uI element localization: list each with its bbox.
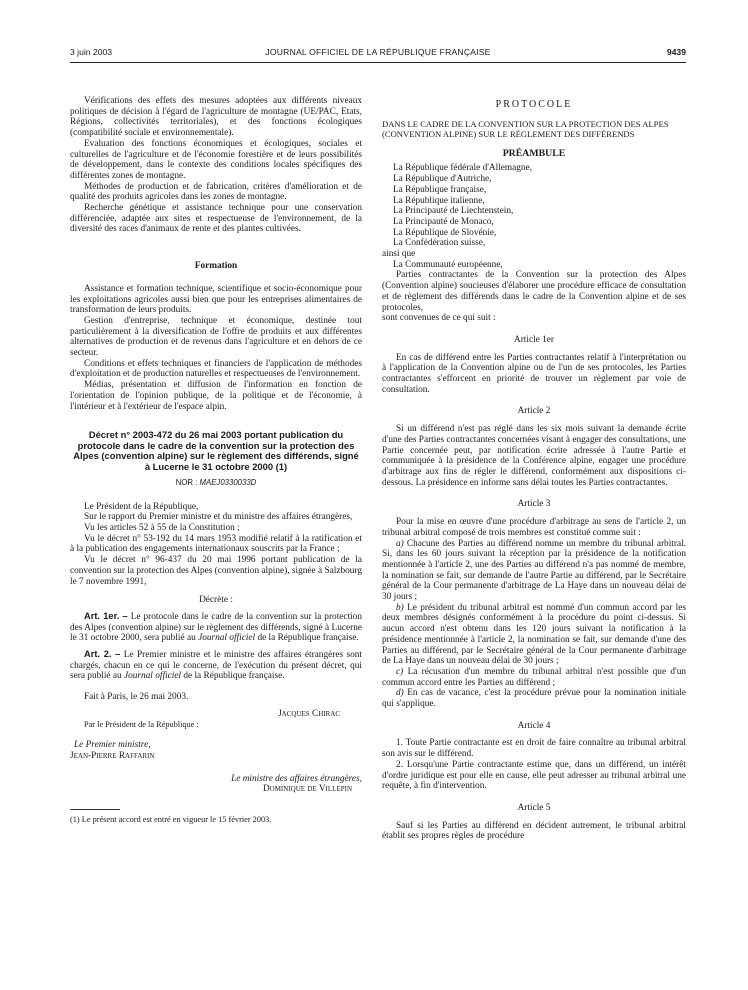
article-1 bbox=[70, 611, 362, 644]
footnote: (1) Le présent accord est entré en vigueur le 15 février 2003. bbox=[70, 815, 272, 825]
paragraph: Méthodes de production et de fabrication, critères d'amélioration et de qualité des produits agricoles dans les zones de montagne. bbox=[70, 181, 362, 203]
list-item: La République française, bbox=[393, 184, 487, 195]
article-2-text: Le Premier ministre et le ministre des affaires étrangères sont chargés, chacun en ce qui le concerne, de l'exécution du présent décret, qui sera publié au bbox=[70, 650, 362, 682]
article-2-end: de la République française. bbox=[183, 671, 285, 682]
paragraph: Conditions et effets techniques et financiers de l'application de méthodes d'exploitation et de production naturelles et respectueuses de l'environnement. bbox=[70, 358, 362, 380]
item-text: En cas de vacance, c'est la procédure prévue pour la nomination initiale qui s'applique. bbox=[382, 688, 686, 710]
parties-paragraph: Parties contractantes de la Convention sur la protection des Alpes (Convention alpine) soucieuses d'élaborer une procédure efficace de consultation et de règlement des différends dans le cadre de la Convention alpine et de ses protocoles, bbox=[382, 270, 686, 313]
fait-a-paris: Fait à Paris, le 26 mai 2003. bbox=[84, 692, 189, 703]
article-1-end: de la République française. bbox=[257, 633, 359, 644]
list-item: La République fédérale d'Allemagne, bbox=[393, 163, 533, 174]
footnote-rule bbox=[70, 809, 120, 810]
article-1-jo: Journal officiel bbox=[198, 633, 256, 644]
item-text: Chacune des Parties au différend nomme un membre du tribunal arbitral. Si, dans les 60 jours suivant la réception par la présidence de la notification mentionnée à l'article 2, une des Parties au différend n'a pas nommé de membre, la nomination se fait, sur demande de l'autre Partie au différend, par le Secrétaire général de la Cour permanente d'arbitrage de La Haye dans un nouveau délai de 30 jours ; bbox=[382, 538, 686, 603]
list-item: La République italienne, bbox=[393, 195, 485, 206]
article-4-para-2: 2. Lorsqu'une Partie contractante estime que, dans un différend, un intérêt d'ordre juridique est pour elle en cause, elle peut adresser au tribunal arbitral une requête, à fin d'intervention. bbox=[382, 759, 686, 792]
formation-heading: Formation bbox=[194, 261, 238, 272]
left-column bbox=[70, 96, 362, 825]
article-3-item-a bbox=[382, 539, 686, 603]
paragraph: Evaluation des fonctions économiques et écologiques, sociales et culturelles de l'agriculture et de l'économie forestière et de leurs possibilités de développement, dans le contexte des conditions locales spécifiques des différentes zones de montagne. bbox=[70, 138, 362, 181]
communaute-europeenne: La Communauté européenne, bbox=[393, 259, 503, 270]
president-signature: Jacques Chirac bbox=[278, 708, 340, 719]
paragraph: Vérifications des effets des mesures adoptées aux différents niveaux politiques de décision à l'égard de l'agriculture de montagne (UE/PAC, Etats, Régions, collectivités territoriales), et des fonctions écologiques (compatibilité sociale et environnementale). bbox=[70, 96, 362, 139]
mae-name: Dominique de Villepin bbox=[262, 784, 352, 795]
paragraph: Recherche génétique et assistance technique pour une conservation différenciée, adaptée aux sites et respectueuse de l'environnement, de la diversité des races d'animaux de rente et des plantes cultivées. bbox=[70, 203, 362, 235]
list-item: La Principauté de Monaco, bbox=[393, 216, 494, 227]
preamble-heading: PRÉAMBULE bbox=[502, 147, 566, 159]
paragraph: Gestion d'entreprise, technique et économique, destinée tout particulièrement à la diversification de l'offre de produits et aux différentes alternatives de production et de revenus dans l'agriculture et en dehors de ce secteur. bbox=[70, 315, 362, 359]
list-item: La République d'Autriche, bbox=[393, 174, 492, 185]
mae-title: Le ministre des affaires étrangères, bbox=[231, 773, 362, 784]
item-label: a) bbox=[396, 538, 404, 549]
article-2 bbox=[70, 649, 362, 682]
header-page-number: 9439 bbox=[666, 47, 686, 57]
paragraph: Sur le rapport du Premier ministre et du ministre des affaires étrangères, bbox=[84, 512, 353, 523]
right-column bbox=[382, 96, 686, 842]
header-rule bbox=[70, 62, 686, 63]
article-3-item-d bbox=[382, 688, 686, 709]
article-4-para-1: 1. Toute Partie contractante est en droit de faire connaître au tribunal arbitral son avis sur le différend. bbox=[382, 738, 686, 760]
item-text: La récusation d'un membre du tribunal arbitral n'est possible que d'un commun accord entre les Parties au différend ; bbox=[382, 666, 687, 688]
article-2-jo: Journal officiel bbox=[123, 671, 182, 682]
article-3-title: Article 3 bbox=[517, 499, 551, 510]
article-3-intro: Pour la mise en œuvre d'une procédure d'arbitrage au sens de l'article 2, un tribunal arbitral composé de trois membres est constitué comme suit : bbox=[382, 517, 686, 538]
article-2-text: Si un différend n'est pas réglé dans les six mois suivant la demande écrite d'une des Parties contractantes concernées visant à engager des consultations, une Partie concernée peut, par notification écrite adressée à l'autre Partie et communiquée à la présidence de la Conférence alpine, engager une procédure d'arbitrage aux fins de régler le différend, conformément aux dispositions ci-dessous. La présidence en informe sans délai toutes les Parties contractantes. bbox=[382, 424, 686, 488]
premier-ministre-name: Jean-Pierre Raffarin bbox=[70, 750, 155, 761]
article-2-label: Art. 2. – bbox=[84, 649, 121, 660]
paragraph: Vu les articles 52 à 55 de la Constitution ; bbox=[84, 523, 240, 534]
protocol-title: PROTOCOLE bbox=[495, 99, 573, 110]
article-5-title: Article 5 bbox=[517, 802, 551, 813]
paragraph: Médias, présentation et diffusion de l'information en fonction de l'orientation de l'opinion publique, de la politique et de l'économie, à l'intérieur et à l'extérieur de l'espace alpin. bbox=[70, 380, 362, 412]
nor-reference bbox=[70, 478, 362, 489]
premier-ministre-title: Le Premier ministre, bbox=[74, 740, 151, 751]
article-3-item-b bbox=[382, 603, 686, 667]
nor-label: NOR : bbox=[175, 477, 198, 487]
decrete-label: Décrète : bbox=[199, 595, 233, 606]
item-label: d) bbox=[396, 688, 404, 699]
convenues: sont convenues de ce qui suit : bbox=[382, 313, 496, 324]
protocol-subtitle: DANS LE CADRE DE LA CONVENTION SUR LA PROTECTION DES ALPES (CONVENTION ALPINE) SUR LE RÈGLEMENT DES DIFFÉRENDS bbox=[382, 118, 669, 139]
parties-list bbox=[382, 163, 686, 249]
page-header bbox=[70, 47, 686, 61]
ainsi-que: ainsi que bbox=[382, 249, 416, 260]
item-label: b) bbox=[396, 602, 404, 613]
header-date: 3 juin 2003 bbox=[70, 47, 113, 57]
list-item: La République de Slovénie, bbox=[393, 227, 497, 238]
list-item: La Confédération suisse, bbox=[393, 238, 486, 249]
article-2-title: Article 2 bbox=[517, 406, 551, 417]
article-1-label: Art. 1er. – bbox=[84, 610, 128, 621]
article-5-text: Sauf si les Parties au différend en décident autrement, le tribunal arbitral établit ses propres règles de procédure bbox=[382, 820, 686, 842]
nor-value: MAEJ0330033D bbox=[199, 477, 257, 487]
article-1-text: Le protocole dans le cadre de la convention sur la protection des Alpes (convention alpine) sur le règlement des différends, signé à Lucerne le 31 octobre 2000, sera publié au bbox=[70, 611, 362, 644]
article-1-title: Article 1er bbox=[513, 334, 554, 345]
item-label: c) bbox=[396, 666, 404, 677]
paragraph: Vu le décret n° 53-192 du 14 mars 1953 modifié relatif à la ratification et à la publication des engagements internationaux souscrits par la France ; bbox=[70, 533, 362, 555]
paragraph: Vu le décret n° 96-437 du 20 mai 1996 portant publication de la convention sur la protection des Alpes (convention alpine), signée à Salzbourg le 7 novembre 1991, bbox=[70, 555, 362, 587]
paragraph: Le Président de la République, bbox=[84, 501, 199, 512]
article-1-text: En cas de différend entre les Parties contractantes relatif à l'interprétation ou à l'application de la Convention alpine ou de l'un de ses protocoles, les Parties contractantes s'efforcent en priorité de trouver un règlement par voie de consultation. bbox=[382, 352, 686, 395]
paragraph: Assistance et formation technique, scientifique et socio-économique pour les exploitations agricoles aussi bien que pour les entreprises alimentaires de transformation de leurs produits. bbox=[70, 283, 362, 316]
header-journal-title: JOURNAL OFFICIEL DE LA RÉPUBLIQUE FRANÇAISE bbox=[265, 47, 491, 57]
article-3-item-c bbox=[382, 667, 686, 688]
par-le-president: Par le Président de la République : bbox=[84, 719, 199, 729]
list-item: La Principauté de Liechtenstein, bbox=[393, 206, 514, 217]
decree-title: Décret n° 2003-472 du 26 mai 2003 portant publication du protocole dans le cadre de la convention sur la protection des Alpes (convention alpine) sur le règlement des différends, signé à Lucerne le 31 octobre 2000 (1) bbox=[73, 429, 359, 472]
article-4-title: Article 4 bbox=[517, 720, 551, 731]
item-text: Le président du tribunal arbitral est nommé d'un commun accord par les deux membres désignés conformément à la procédure du point ci-dessus. Si aucun accord n'est obtenu dans les 120 jours suivant la notification à la présidence mentionnée à l'article 2, la nomination se fait, sur demande d'une des Parties au différend, par le Secrétaire général de la Cour permanente d'arbitrage de La Haye dans un nouveau délai de 30 jours ; bbox=[382, 602, 687, 667]
